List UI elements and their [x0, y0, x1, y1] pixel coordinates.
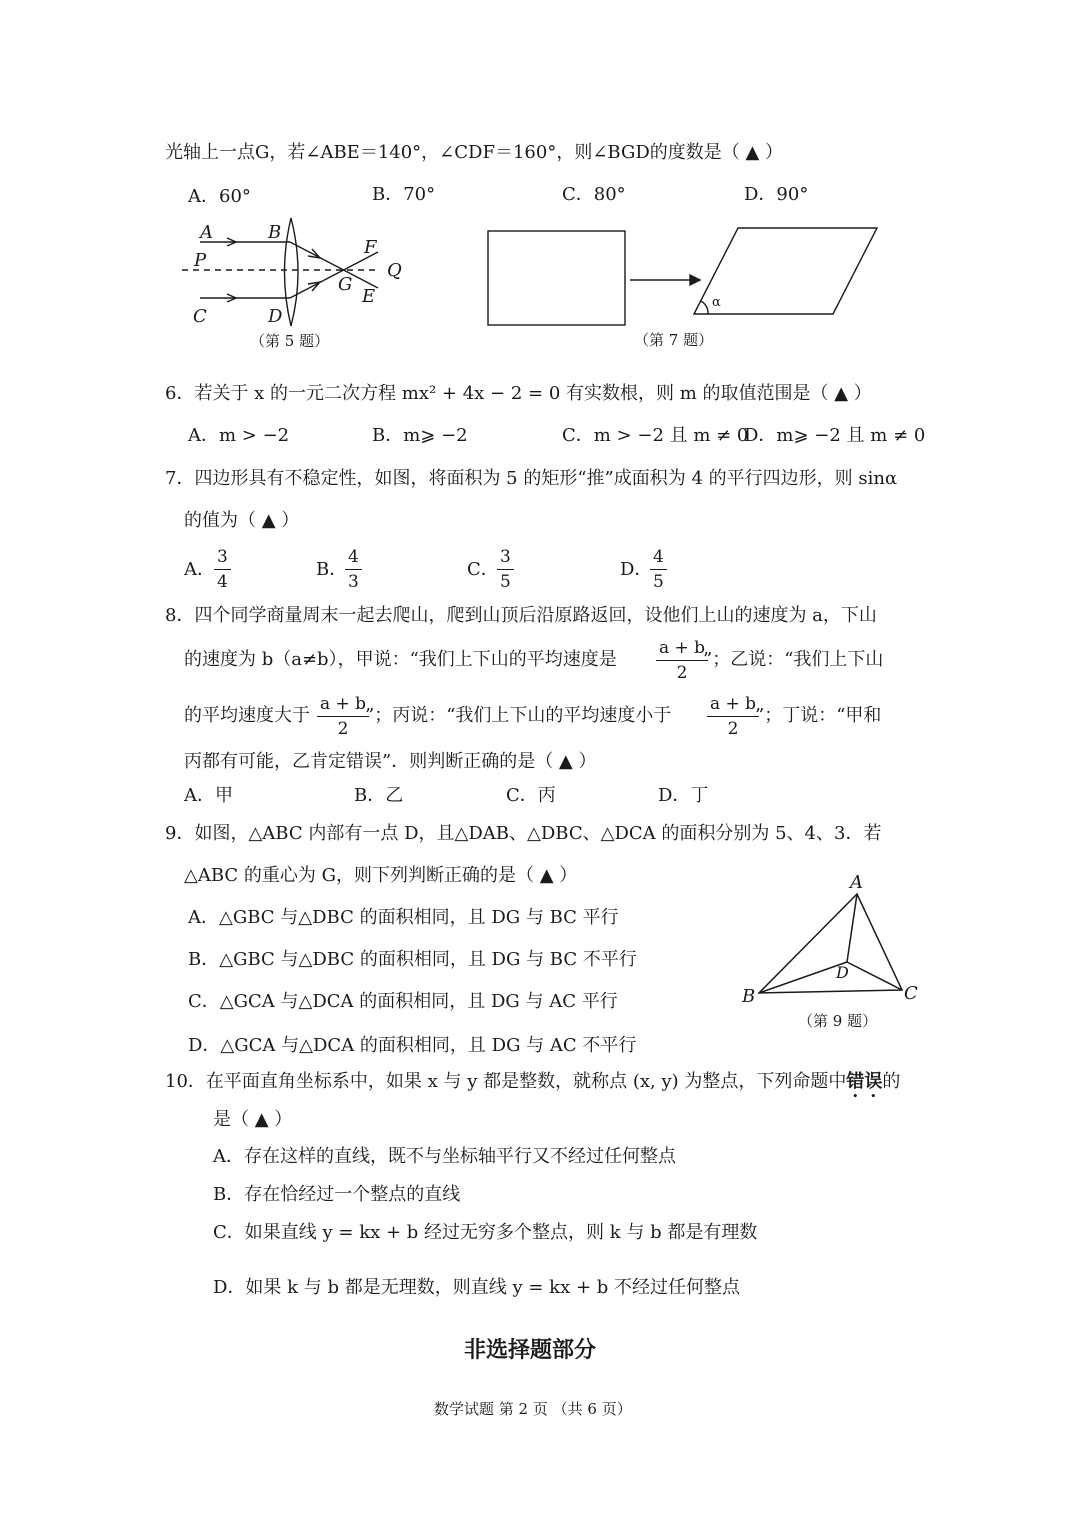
q9-figure-caption: （第 9 题）	[798, 1012, 878, 1030]
q10-option-d: D．如果 k 与 b 都是无理数，则直线 y = kx + b 不经过任何整点	[213, 1277, 740, 1298]
label-a: A	[200, 222, 213, 243]
q8-line4: 丙都有可能，乙肯定错误”．则判断正确的是（ ▲ ）	[184, 751, 597, 772]
q7-b-num: 4	[345, 549, 362, 570]
q10-line1a: 10．在平面直角坐标系中，如果 x 与 y 都是整数，就称点 (x, y) 为整点，下列命题中	[165, 1071, 847, 1092]
q9-line2: △ABC 的重心为 G，则下列判断正确的是（ ▲ ）	[184, 865, 578, 886]
label-q: Q	[387, 260, 402, 281]
q5-figure-caption: （第 5 题）	[250, 332, 330, 350]
q10-line1b: 的	[882, 1071, 901, 1092]
q7-stem-line1: 7．四边形具有不稳定性，如图，将面积为 5 的矩形“推”成面积为 4 的平行四边形，则 sinα	[165, 468, 898, 489]
q9-option-c: C．△GCA 与△DCA 的面积相同，且 DG 与 AC 平行	[188, 991, 618, 1012]
q8-frac2-den: 2	[337, 719, 349, 739]
q8-frac1-num: a + b	[656, 640, 708, 661]
q8-line2b: ”；乙说：“我们上下山	[703, 649, 884, 670]
q9-option-b: B．△GBC 与△DBC 的面积相同，且 DG 与 BC 不平行	[188, 949, 637, 970]
label-c: C	[193, 306, 207, 327]
q10-line2: 是（ ▲ ）	[213, 1109, 293, 1130]
q8-line2a: 的速度为 b（a≠b），甲说：“我们上下山的平均速度是	[184, 649, 617, 670]
q7-c-num: 3	[497, 549, 514, 570]
q8-line1: 8．四个同学商量周末一起去爬山，爬到山顶后沿原路返回，设他们上山的速度为 a，下山	[165, 605, 877, 626]
page-footer: 数学试题 第 2 页 （共 6 页）	[434, 1400, 632, 1418]
q10-option-b: B．存在恰经过一个整点的直线	[213, 1184, 461, 1205]
label-f: F	[364, 237, 377, 258]
q7-b-den: 3	[348, 572, 359, 592]
q7-stem-line2: 的值为（ ▲ ）	[184, 510, 300, 531]
q10-line1	[165, 1071, 900, 1102]
q9-label-a: A	[850, 872, 863, 893]
q8-option-b: B．乙	[354, 785, 404, 806]
q8-line3c: ”；丁说：“甲和	[755, 705, 882, 726]
q9-option-d: D．△GCA 与△DCA 的面积相同，且 DG 与 AC 不平行	[188, 1035, 637, 1056]
q5-option-b: B．70°	[372, 184, 436, 205]
q8-line3a: 的平均速度大于	[184, 705, 310, 726]
q7-a-den: 4	[217, 572, 228, 592]
q7-angle-label: α	[712, 295, 721, 310]
q9-label-d: D	[836, 963, 849, 982]
q7-d-den: 5	[653, 572, 664, 592]
q6-option-b: B．m⩾ −2	[372, 425, 468, 446]
q7-c-den: 5	[500, 572, 511, 592]
label-b: B	[268, 222, 282, 243]
q8-option-a: A．甲	[184, 785, 233, 806]
q9-label-b: B	[742, 986, 756, 1007]
q8-frac3-num: a + b	[707, 696, 759, 717]
q5-stem: 光轴上一点G，若∠ABE＝140°，∠CDF＝160°，则∠BGD的度数是（ ▲ ）	[165, 142, 784, 163]
q7-option-a-letter: A．	[184, 559, 215, 580]
q6-option-c: C．m > −2 且 m ≠ 0	[562, 425, 749, 446]
q8-frac2-num: a + b	[317, 696, 369, 717]
q6-stem: 6．若关于 x 的一元二次方程 mx² + 4x − 2 = 0 有实数根，则 m 的取值范围是（ ▲ ）	[165, 383, 872, 404]
q7-d-num: 4	[650, 549, 667, 570]
q10-option-c: C．如果直线 y = kx + b 经过无穷多个整点，则 k 与 b 都是有理数	[213, 1222, 758, 1243]
q5-option-c: C．80°	[562, 184, 626, 205]
q8-option-d: D．丁	[658, 785, 709, 806]
q8-frac1-den: 2	[676, 663, 688, 683]
q7-a-num: 3	[214, 549, 231, 570]
label-g: G	[338, 274, 353, 295]
label-p: P	[194, 250, 207, 271]
q6-option-d: D．m⩾ −2 且 m ≠ 0	[744, 425, 926, 446]
q9-option-a: A．△GBC 与△DBC 的面积相同，且 DG 与 BC 平行	[188, 907, 619, 928]
q7-option-c-letter: C．	[467, 559, 499, 580]
q8-option-c: C．丙	[506, 785, 556, 806]
q8-frac3-den: 2	[727, 719, 739, 739]
q10-emphasis: 错误	[846, 1071, 883, 1092]
q7-option-d-letter: D．	[620, 559, 653, 580]
q5-option-d: D．90°	[744, 184, 809, 205]
q6-option-a: A．m > −2	[188, 425, 290, 446]
label-d: D	[268, 306, 283, 327]
section-title: 非选择题部分	[464, 1338, 597, 1363]
q8-line3b: ”；丙说：“我们上下山的平均速度小于	[365, 705, 672, 726]
q7-option-b-letter: B．	[316, 559, 348, 580]
q9-label-c: C	[904, 983, 918, 1004]
q5-option-a: A．60°	[188, 186, 251, 207]
q9-line1: 9．如图，△ABC 内部有一点 D，且△DAB、△DBC、△DCA 的面积分别为 5、4、3．若	[165, 823, 882, 844]
label-e: E	[362, 286, 376, 307]
q7-figure-caption: （第 7 题）	[634, 331, 714, 349]
q10-option-a: A．存在这样的直线，既不与坐标轴平行又不经过任何整点	[213, 1146, 676, 1167]
